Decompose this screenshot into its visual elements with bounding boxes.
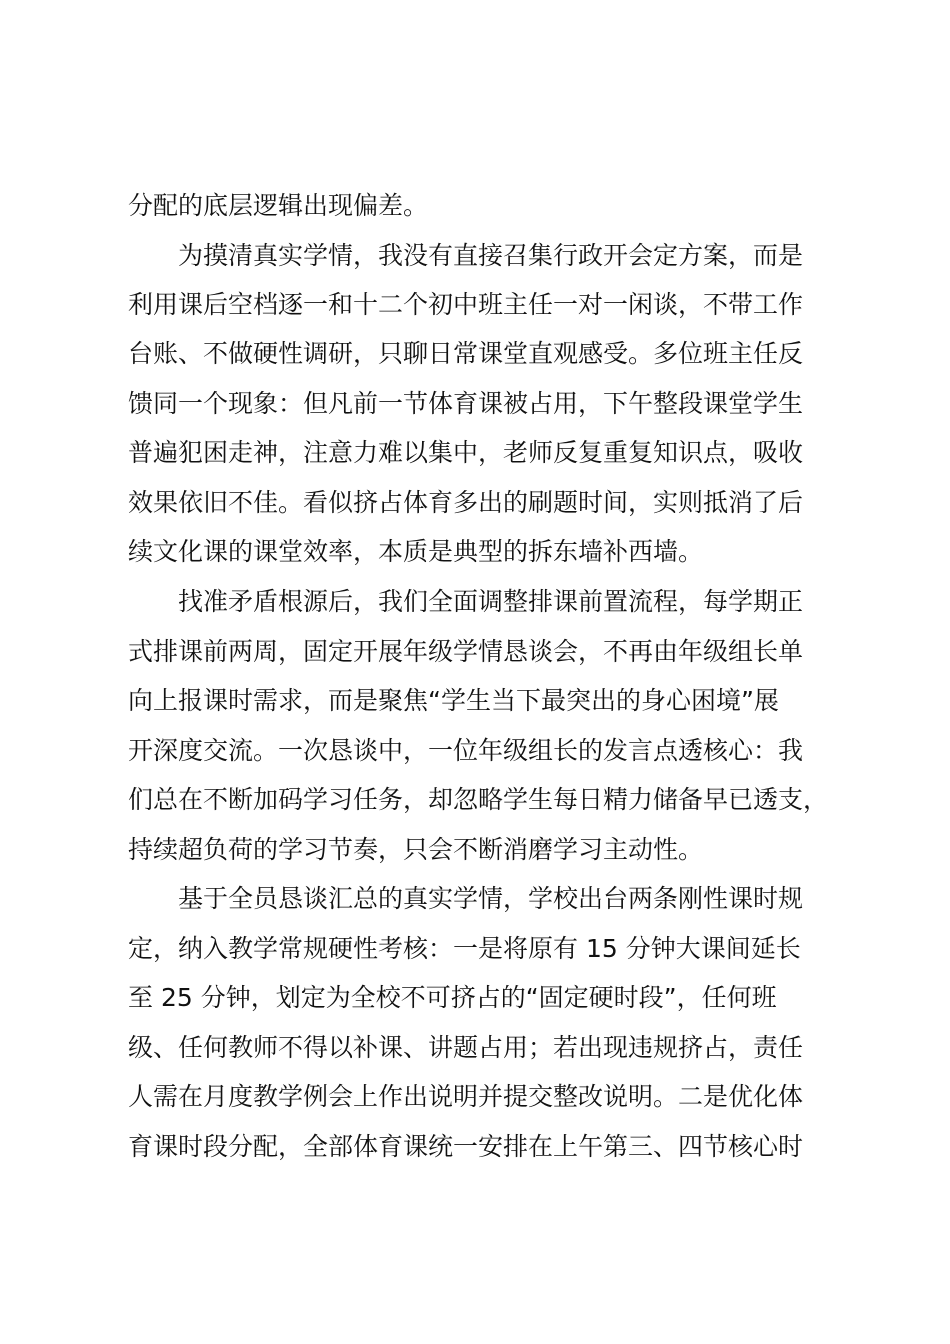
text-line: 育课时段分配，全部体育课统一安排在上午第三、四节核心时 (128, 1132, 804, 1161)
text-line: 台账、不做硬性调研，只聊日常课堂直观感受。多位班主任反 (128, 339, 804, 368)
text-line: 人需在月度教学例会上作出说明并提交整改说明。二是优化体 (128, 1082, 804, 1111)
text-line: 利用课后空档逐一和十二个初中班主任一对一闲谈，不带工作 (128, 290, 804, 319)
paragraph-first-line: 找准矛盾根源后，我们全面调整排课前置流程，每学期正 (178, 587, 804, 616)
text-line: 定，纳入教学常规硬性考核：一是将原有 15 分钟大课间延长 (128, 934, 801, 963)
text-line: 普遍犯困走神，注意力难以集中，老师反复重复知识点，吸收 (128, 438, 804, 467)
text-line: 馈同一个现象：但凡前一节体育课被占用，下午整段课堂学生 (128, 389, 804, 418)
text-line: 至 25 分钟，划定为全校不可挤占的“固定硬时段”，任何班 (128, 983, 777, 1012)
text-line: 式排课前两周，固定开展年级学情恳谈会，不再由年级组长单 (128, 637, 804, 666)
text-line: 级、任何教师不得以补课、讲题占用；若出现违规挤占，责任 (128, 1033, 804, 1062)
paragraph-first-line: 为摸清真实学情，我没有直接召集行政开会定方案，而是 (178, 241, 804, 270)
text-line: 们总在不断加码学习任务，却忽略学生每日精力储备早已透支， (128, 785, 829, 814)
text-line: 持续超负荷的学习节奏，只会不断消磨学习主动性。 (128, 835, 704, 864)
text-line: 效果依旧不佳。看似挤占体育多出的刷题时间，实则抵消了后 (128, 488, 804, 517)
text-line: 续文化课的课堂效率，本质是典型的拆东墙补西墙。 (128, 537, 704, 566)
text-line: 开深度交流。一次恳谈中，一位年级组长的发言点透核心：我 (128, 736, 804, 765)
paragraph-first-line: 基于全员恳谈汇总的真实学情，学校出台两条刚性课时规 (178, 884, 804, 913)
text-line: 向上报课时需求，而是聚焦“学生当下最突出的身心困境”展 (128, 686, 779, 715)
text-line: 分配的底层逻辑出现偏差。 (128, 191, 429, 220)
